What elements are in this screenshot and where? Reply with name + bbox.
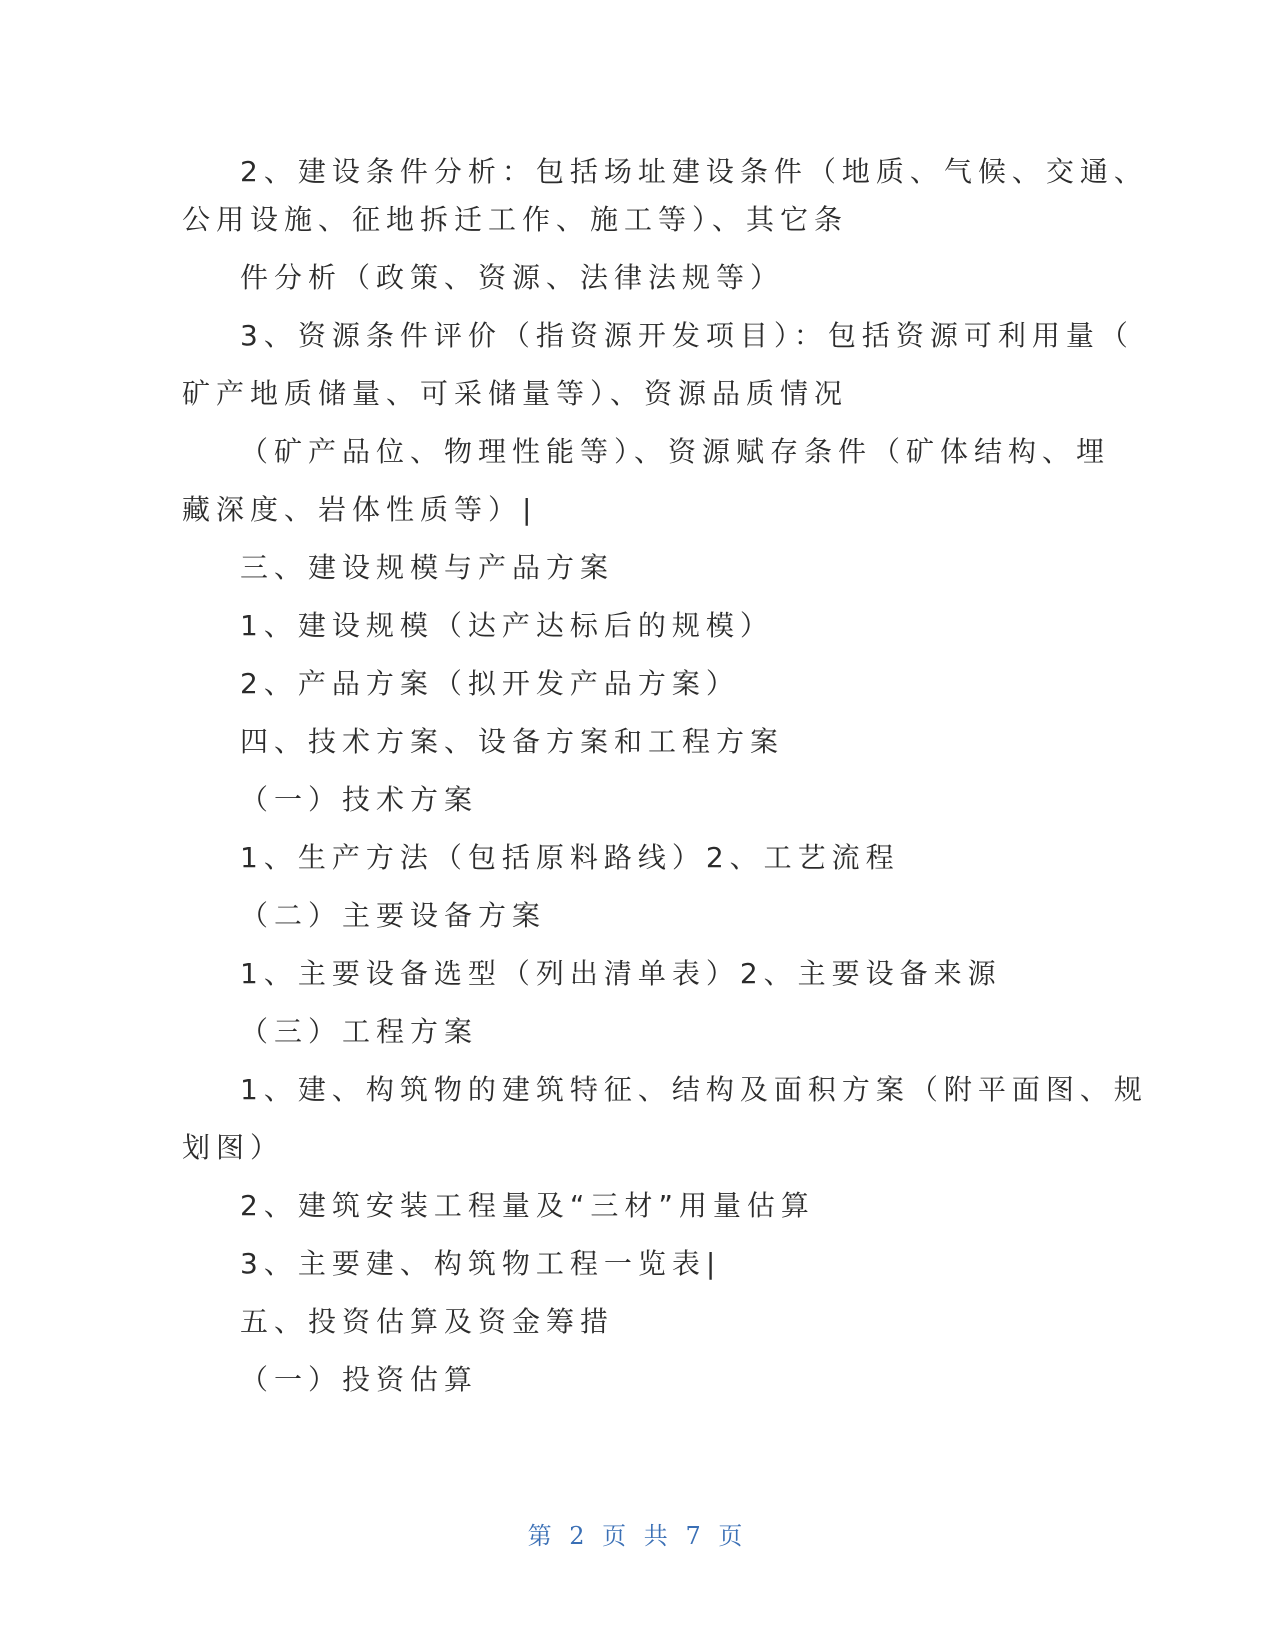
paragraph-line: 藏深度、岩体性质等）| (182, 493, 538, 526)
paragraph-line: 1、建设规模（达产达标后的规模） (240, 609, 774, 642)
paragraph-line: 划图） (182, 1131, 285, 1164)
subsection-heading: （一）投资估算 (240, 1363, 479, 1396)
subsection-heading: （三）工程方案 (240, 1015, 479, 1048)
subsection-heading: （二）主要设备方案 (240, 899, 547, 932)
paragraph-line: 件分析（政策、资源、法律法规等） (240, 261, 785, 294)
paragraph-line: 2、产品方案（拟开发产品方案） (240, 667, 740, 700)
paragraph-line: 2、建筑安装工程量及“三材”用量估算 (240, 1189, 815, 1222)
paragraph-line: 1、生产方法（包括原料路线）2、工艺流程 (240, 841, 900, 874)
section-heading: 三、建设规模与产品方案 (240, 551, 615, 584)
page-number-footer: 第 2 页 共 7 页 (527, 1522, 748, 1550)
paragraph-line: （矿产品位、物理性能等）、资源赋存条件（矿体结构、埋 (240, 435, 1111, 468)
section-heading: 四、技术方案、设备方案和工程方案 (240, 725, 785, 758)
paragraph-line: 2、建设条件分析：包括场址建设条件（地质、气候、交通、 (240, 155, 1148, 188)
subsection-heading: （一）技术方案 (240, 783, 479, 816)
paragraph-line: 1、建、构筑物的建筑特征、结构及面积方案（附平面图、规 (240, 1073, 1148, 1106)
paragraph-line: 公用设施、征地拆迁工作、施工等）、其它条 (182, 203, 849, 236)
paragraph-line: 矿产地质储量、可采储量等）、资源品质情况 (182, 377, 849, 410)
section-heading: 五、投资估算及资金筹措 (240, 1305, 615, 1338)
paragraph-line: 1、主要设备选型（列出清单表）2、主要设备来源 (240, 957, 1002, 990)
paragraph-line: 3、资源条件评价（指资源开发项目）：包括资源可利用量（ (240, 319, 1134, 352)
paragraph-line: 3、主要建、构筑物工程一览表| (240, 1247, 722, 1280)
